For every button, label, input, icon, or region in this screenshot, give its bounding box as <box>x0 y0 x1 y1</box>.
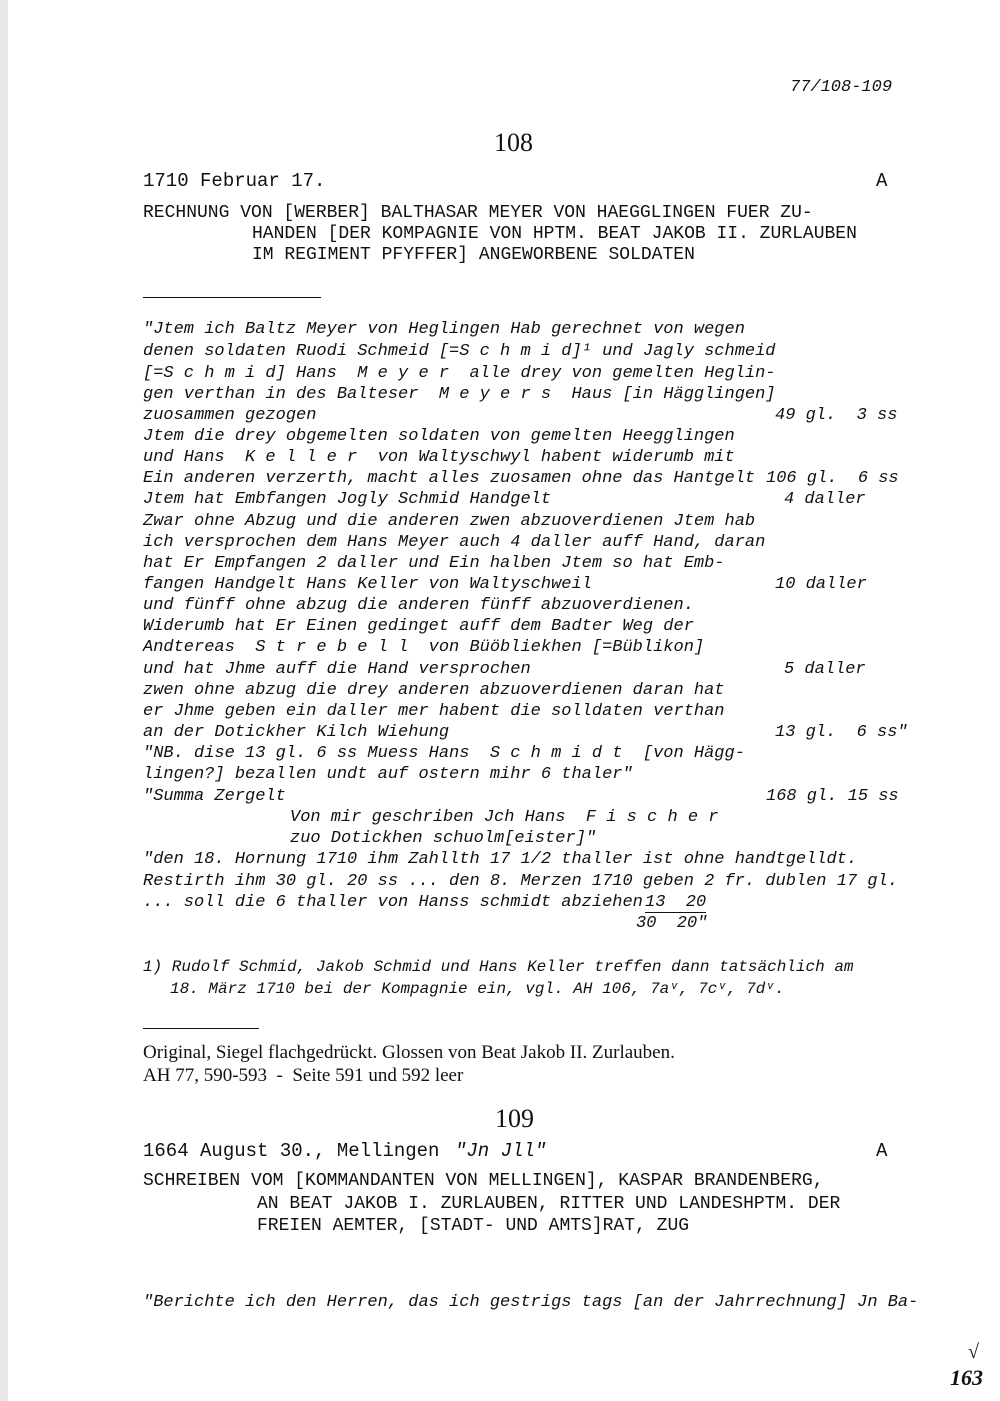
doc108-body-line: Ein anderen verzerth, macht alles zuosamen ohne das Hantgelt <box>143 469 756 488</box>
section-divider <box>143 297 321 298</box>
calc-bottom: 30 20" <box>636 914 708 933</box>
doc108-body-line: gen verthan in des Balteser M e y e r s Haus [in Hägglingen] <box>143 385 776 404</box>
doc108-body-line: er Jhme geben ein daller mer habent die solldaten verthan <box>143 702 725 721</box>
scan-edge <box>0 0 8 1401</box>
doc108-category: A <box>876 170 888 192</box>
source-line-1: Original, Siegel flachgedrückt. Glossen von Beat Jakob II. Zurlauben. <box>143 1042 675 1063</box>
doc108-date: 1710 Februar 17. <box>143 170 326 192</box>
doc108-title-line-1: RECHNUNG VON [WERBER] BALTHASAR MEYER VON HAEGGLINGEN FUER ZU- <box>143 203 813 223</box>
doc109-title-line-1: SCHREIBEN VOM [KOMMANDANTEN VON MELLINGEN], KASPAR BRANDENBERG, <box>143 1171 824 1191</box>
amount-total: 168 gl. 15 ss <box>766 787 899 806</box>
doc109-title-line-2: AN BEAT JAKOB I. ZURLAUBEN, RITTER UND LANDESHPTM. DER <box>257 1194 841 1214</box>
doc108-title-line-2: HANDEN [DER KOMPAGNIE VON HPTM. BEAT JAKOB II. ZURLAUBEN <box>252 224 857 244</box>
doc108-body-line: Zwar ohne Abzug und die anderen zwen abzuoverdienen Jtem hab <box>143 512 756 531</box>
amount-3: 4 daller <box>784 490 866 509</box>
doc108-body-line: Widerumb hat Er Einen gedinget auff dem Badter Weg der <box>143 617 694 636</box>
source-line-2: AH 77, 590-593 - Seite 591 und 592 leer <box>143 1065 464 1086</box>
doc109-number: 109 <box>495 1104 534 1133</box>
doc108-body-line: "Jtem ich Baltz Meyer von Heglingen Hab gerechnet von wegen <box>143 320 745 339</box>
doc108-body-line: zwen ohne abzug die drey anderen abzuoverdienen daran hat <box>143 681 725 700</box>
check-mark-icon: √ <box>968 1341 979 1363</box>
amount-4: 10 daller <box>775 575 867 594</box>
doc108-body-line: [=S c h m i d] Hans M e y e r alle drey von gemelten Heglin- <box>143 364 776 383</box>
doc108-body-line: und hat Jhme auff die Hand versprochen <box>143 660 531 679</box>
doc108-body-line: und fünff ohne abzug die anderen fünff abzuoverdienen. <box>143 596 694 615</box>
doc108-body-line: Jtem die drey obgemelten soldaten von gemelten Heegglingen <box>143 427 735 446</box>
doc108-body-line: und Hans K e l l e r von Waltyschwyl habent widerumb mit <box>143 448 735 467</box>
doc108-signature-line: Von mir geschriben Jch Hans F i s c h e r <box>290 808 719 827</box>
doc108-body-line: denen soldaten Ruodi Schmeid [=S c h m i d]¹ und Jagly schmeid <box>143 342 776 361</box>
folio-stamp: 163 <box>950 1365 983 1390</box>
doc108-body-line: zuosammen gezogen <box>143 406 317 425</box>
calc-top: 13 20 <box>645 893 707 912</box>
doc108-body-line: an der Dotickher Kilch Wiehung <box>143 723 450 742</box>
doc108-body-line: ich versprochen dem Hans Meyer auch 4 daller auff Hand, daran <box>143 533 766 552</box>
doc109-title-line-3: FREIEN AEMTER, [STADT- UND AMTS]RAT, ZUG <box>257 1216 690 1236</box>
doc109-category: A <box>876 1140 888 1162</box>
doc108-gloss-line: ... soll die 6 thaller von Hanss schmidt abziehen <box>143 893 643 912</box>
doc108-signature-line: zuo Dotickhen schuolm[eister]" <box>290 829 597 848</box>
archive-reference: 77/108-109 <box>790 78 893 97</box>
doc108-body-line: "Summa Zergelt <box>143 787 286 806</box>
doc108-gloss-line: Restirth ihm 30 gl. 20 ss ... den 8. Merzen 1710 geben 2 fr. dublen 17 gl. <box>143 872 898 891</box>
doc108-title-line-3: IM REGIMENT PFYFFER] ANGEWORBENE SOLDATEN <box>252 245 695 265</box>
doc108-number: 108 <box>494 128 533 157</box>
doc108-gloss-line: "NB. dise 13 gl. 6 ss Muess Hans S c h m i d t [von Hägg- <box>143 744 745 763</box>
amount-5: 5 daller <box>784 660 866 679</box>
doc108-body-line: fangen Handgelt Hans Keller von Waltyschweil <box>143 575 592 594</box>
footnote-divider <box>143 1028 259 1029</box>
doc108-gloss-line: lingen?] bezallen undt auf ostern mihr 6 thaler" <box>143 765 633 784</box>
doc108-body-line: hat Er Empfangen 2 daller und Ein halben Jtem so hat Emb- <box>143 554 725 573</box>
footnote-line-2: 18. März 1710 bei der Kompagnie ein, vgl. AH 106, 7aᵛ, 7cᵛ, 7dᵛ. <box>170 980 785 998</box>
doc109-date: 1664 August 30., Mellingen <box>143 1140 440 1162</box>
doc109-body-line-1: "Berichte ich den Herren, das ich gestrigs tags [an der Jahrrechnung] Jn Ba- <box>143 1293 919 1312</box>
doc108-gloss-line: "den 18. Hornung 1710 ihm Zahllth 17 1/2 thaller ist ohne handtgelldt. <box>143 850 858 869</box>
amount-1: 49 gl. 3 ss <box>775 406 898 425</box>
amount-2: 106 gl. 6 ss <box>766 469 899 488</box>
footnote-line-1: 1) Rudolf Schmid, Jakob Schmid und Hans Keller treffen dann tatsächlich am <box>143 958 854 976</box>
doc108-body-line: Jtem hat Embfangen Jogly Schmid Handgelt <box>143 490 552 509</box>
amount-6: 13 gl. 6 ss" <box>775 723 908 742</box>
doc108-body-line: Andtereas S t r e b e l l von Büöbliekhen [=Büblikon] <box>143 638 705 657</box>
doc109-date-quote: "Jn Jll" <box>455 1140 547 1162</box>
